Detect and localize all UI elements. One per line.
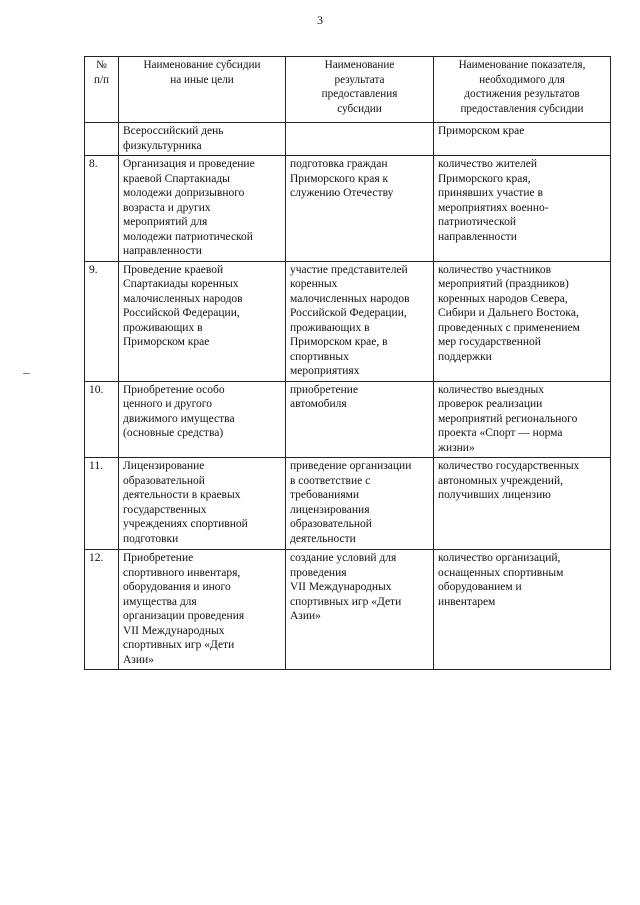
header-subsidy-name-line: на иные цели — [170, 73, 234, 86]
subsidy-name-cell-line: молодежи патриотической — [123, 230, 253, 243]
indicator-name-cell-line: Приморском крае — [438, 125, 525, 137]
subsidy-name-cell-line: краевой Спартакиады — [123, 172, 230, 185]
subsidy-name-cell-line: образовательной — [123, 474, 205, 487]
subsidy-name-cell-line: Российской Федерации, — [123, 307, 240, 319]
result-name-cell-line: спортивных игр «Дети — [290, 595, 402, 608]
indicator-name-cell-line: мероприятиях военно- — [438, 201, 549, 214]
subsidy-name-cell-line: организации проведения — [123, 610, 245, 622]
indicator-name-cell-line: поддержки — [438, 350, 492, 363]
indicator-name-cell-line: мероприятий (праздников) — [438, 278, 569, 290]
subsidy-name-cell-line: Приобретение — [123, 552, 194, 564]
table-row — [85, 550, 611, 670]
header-indicator-name-line: достижения результатов — [464, 88, 580, 100]
result-name-cell — [286, 381, 434, 458]
subsidy-name-cell — [119, 550, 286, 670]
result-name-cell-line: участие представителей — [290, 263, 408, 276]
margin-mark — [23, 373, 30, 374]
subsidy-name-cell-line: учреждениях спортивной — [123, 518, 248, 530]
subsidy-name-cell — [119, 156, 286, 262]
result-name-cell-line: Приморского края к — [290, 172, 389, 185]
row-number: 10. — [85, 381, 119, 458]
subsidy-name-cell-line: физкультурника — [123, 139, 202, 152]
indicator-name-cell — [434, 261, 611, 381]
header-indicator-name-line: необходимого для — [479, 73, 565, 86]
header-subsidy-name — [119, 57, 286, 123]
subsidy-name-cell-line: государственных — [123, 503, 207, 516]
indicator-name-cell — [434, 381, 611, 458]
result-name-cell-line: в соответствие с — [290, 474, 371, 487]
subsidy-name-cell-line: имущества для — [123, 595, 197, 608]
indicator-name-cell-line: Приморского края, — [438, 172, 531, 185]
subsidy-name-cell-line: Проведение краевой — [123, 263, 224, 276]
indicator-name-cell-line: проверок реализации — [438, 398, 543, 410]
indicator-name-cell-line: мероприятий регионального — [438, 412, 578, 425]
subsidy-name-cell-line: Организация и проведение — [123, 158, 255, 170]
header-subsidy-name-line: Наименование субсидии — [143, 59, 261, 71]
result-name-cell-line: приведение организации — [290, 460, 412, 472]
indicator-name-cell-line: направленности — [438, 230, 517, 243]
table-row — [85, 123, 611, 156]
subsidy-name-cell-line: возраста и других — [123, 201, 211, 214]
indicator-name-cell-line: Сибири и Дальнего Востока, — [438, 307, 579, 319]
header-number-line: п/п — [93, 73, 110, 86]
indicator-name-cell-line: количество государственных — [438, 460, 580, 472]
header-indicator-name — [434, 57, 611, 123]
subsidies-table — [84, 56, 611, 670]
subsidy-name-cell — [119, 458, 286, 550]
result-name-cell-line: спортивных — [290, 350, 349, 363]
header-indicator-name-line: Наименование показателя, — [458, 59, 586, 71]
result-name-cell-line: проживающих в — [290, 321, 370, 334]
subsidy-name-cell-line: спортивного инвентаря, — [123, 566, 241, 579]
subsidy-name-cell-line: Всероссийский день — [123, 125, 224, 137]
subsidy-name-cell-line: малочисленных народов — [123, 292, 243, 305]
indicator-name-cell-line: количество организаций, — [438, 552, 561, 564]
row-number: 9. — [85, 261, 119, 381]
indicator-name-cell — [434, 458, 611, 550]
indicator-name-cell — [434, 156, 611, 262]
indicator-name-cell-line: проекта «Спорт — норма — [438, 427, 563, 439]
result-name-cell-line: малочисленных народов — [290, 292, 410, 305]
indicator-name-cell-line: коренных народов Севера, — [438, 292, 568, 305]
subsidy-name-cell-line: Приобретение особо — [123, 383, 225, 396]
indicator-name-cell-line: принявших участие в — [438, 187, 543, 199]
subsidy-name-cell-line: Спартакиады коренных — [123, 278, 239, 290]
result-name-cell-line: Приморском крае, в — [290, 336, 388, 348]
result-name-cell-line: лицензирования — [290, 503, 370, 516]
subsidy-name-cell-line: Лицензирование — [123, 460, 205, 472]
result-name-cell — [286, 156, 434, 262]
result-name-cell-line: автомобиля — [290, 398, 347, 410]
indicator-name-cell-line: проведенных с применением — [438, 321, 580, 334]
result-name-cell-line: VII Международных — [290, 581, 392, 593]
row-number: 11. — [85, 458, 119, 550]
indicator-name-cell-line: патриотической — [438, 216, 516, 228]
result-name-cell-line: требованиями — [290, 489, 360, 501]
subsidy-name-cell-line: подготовки — [123, 532, 179, 545]
subsidy-name-cell-line: оборудования и иного — [123, 581, 231, 593]
result-name-cell-line: Азии» — [290, 610, 321, 622]
subsidy-name-cell — [119, 123, 286, 156]
result-name-cell-line: приобретение — [290, 383, 359, 396]
header-number — [85, 57, 119, 123]
subsidy-name-cell-line: ценного и другого — [123, 398, 212, 410]
result-name-cell — [286, 261, 434, 381]
indicator-name-cell — [434, 123, 611, 156]
result-name-cell-line: Российской Федерации, — [290, 307, 407, 319]
subsidy-name-cell-line: (основные средства) — [123, 427, 224, 439]
result-name-cell-line: проведения — [290, 566, 347, 579]
indicator-name-cell-line: количество участников — [438, 263, 552, 276]
result-name-cell — [286, 550, 434, 670]
header-number-line: № — [96, 59, 107, 71]
result-name-cell-line: коренных — [290, 278, 338, 290]
row-number: 8. — [85, 156, 119, 262]
table-header-row — [85, 57, 611, 123]
indicator-name-cell — [434, 550, 611, 670]
result-name-cell-line: служению Отечеству — [290, 187, 394, 199]
result-name-cell — [286, 458, 434, 550]
subsidy-name-cell-line: Приморском крае — [123, 336, 210, 348]
result-name-cell-line: образовательной — [290, 518, 372, 530]
subsidy-name-cell-line: спортивных игр «Дети — [123, 639, 235, 651]
indicator-name-cell-line: автономных учреждений, — [438, 474, 563, 487]
result-name-cell-line: деятельности — [290, 532, 356, 545]
indicator-name-cell-line: получивших лицензию — [438, 489, 551, 501]
subsidy-name-cell — [119, 381, 286, 458]
header-result-name-line: Наименование — [324, 59, 395, 71]
subsidy-name-cell-line: мероприятий для — [123, 216, 208, 228]
subsidy-name-cell-line: молодежи допризывного — [123, 187, 245, 199]
table-body — [85, 123, 611, 670]
header-result-name-line: субсидии — [337, 102, 382, 115]
indicator-name-cell-line: количество жителей — [438, 158, 538, 170]
subsidy-name-cell — [119, 261, 286, 381]
indicator-name-cell-line: количество выездных — [438, 383, 544, 396]
table-row — [85, 458, 611, 550]
header-result-name — [286, 57, 434, 123]
subsidy-name-cell-line: направленности — [123, 245, 202, 257]
indicator-name-cell-line: инвентарем — [438, 595, 496, 608]
table-row — [85, 381, 611, 458]
indicator-name-cell-line: мер государственной — [438, 336, 541, 348]
result-name-cell-line: подготовка граждан — [290, 158, 388, 170]
result-name-cell — [286, 123, 434, 156]
row-number — [85, 123, 119, 156]
header-result-name-line: предоставления — [321, 88, 398, 100]
subsidy-name-cell-line: деятельности в краевых — [123, 489, 241, 501]
subsidy-name-cell-line: Азии» — [123, 653, 154, 666]
table-row — [85, 261, 611, 381]
subsidy-name-cell-line: проживающих в — [123, 321, 203, 334]
header-result-name-line: результата — [334, 73, 385, 86]
row-number: 12. — [85, 550, 119, 670]
subsidy-name-cell-line: движимого имущества — [123, 412, 235, 425]
header-indicator-name-line: предоставления субсидии — [460, 102, 584, 115]
table-row — [85, 156, 611, 262]
indicator-name-cell-line: жизни» — [438, 441, 475, 454]
page-number: 3 — [317, 13, 323, 27]
indicator-name-cell-line: оборудованием и — [438, 581, 522, 593]
result-name-cell-line: мероприятиях — [290, 365, 360, 377]
result-name-cell-line: создание условий для — [290, 552, 397, 564]
indicator-name-cell-line: оснащенных спортивным — [438, 566, 564, 579]
subsidy-name-cell-line: VII Международных — [123, 624, 225, 637]
